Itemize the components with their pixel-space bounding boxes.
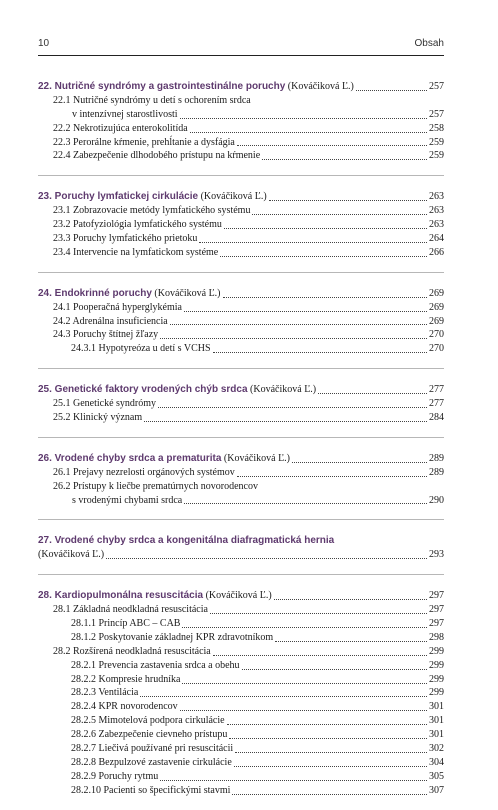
toc-entry-label: 24.1 Pooperačná hyperglykémia bbox=[53, 301, 182, 313]
chapter-title: 22. Nutričné syndrómy a gastrointestinálne poruchy bbox=[38, 80, 286, 92]
chapter-page: 263 bbox=[429, 191, 444, 203]
dot-leader bbox=[269, 200, 427, 201]
toc-entry-page: 270 bbox=[429, 329, 444, 341]
toc-entry-page: 299 bbox=[429, 673, 444, 685]
toc-entry-page: 264 bbox=[429, 233, 444, 244]
chapter-block bbox=[38, 574, 444, 809]
toc-entry[interactable] bbox=[38, 301, 444, 315]
toc-entry[interactable] bbox=[38, 397, 444, 411]
toc-entry[interactable] bbox=[38, 328, 444, 342]
dot-leader bbox=[262, 159, 427, 160]
toc-entry-page: 302 bbox=[429, 743, 444, 755]
toc-entry[interactable] bbox=[38, 342, 444, 356]
dot-leader bbox=[242, 669, 427, 670]
dot-leader bbox=[229, 738, 427, 739]
toc-entry[interactable] bbox=[38, 204, 444, 218]
chapter-label bbox=[38, 287, 221, 301]
chapter-title: 25. Genetické faktory vrodených chýb srdca bbox=[38, 384, 248, 396]
toc-entry[interactable] bbox=[38, 94, 444, 108]
dot-leader bbox=[224, 228, 427, 229]
chapter-page: 289 bbox=[429, 452, 444, 464]
chapter-block bbox=[38, 175, 444, 271]
chapter-author: (Kováčiková Ľ.) bbox=[154, 287, 221, 299]
toc-entry-label: 25.2 Klinický význam bbox=[53, 412, 143, 424]
chapter-author: (Kováčiková Ľ.) bbox=[287, 80, 354, 92]
chapter-page: 269 bbox=[429, 287, 444, 299]
dot-leader bbox=[227, 724, 427, 725]
toc-entry[interactable] bbox=[38, 494, 444, 508]
toc-entry-page: 269 bbox=[429, 301, 444, 313]
chapter-label bbox=[38, 80, 354, 94]
toc-entry-page: 301 bbox=[429, 729, 444, 741]
chapter-label bbox=[38, 452, 290, 466]
dot-leader bbox=[318, 393, 427, 394]
chapter-title-row[interactable] bbox=[38, 190, 444, 204]
toc-entry-label: 28.2.5 Mimotelová podpora cirkulácie bbox=[71, 715, 225, 727]
dot-leader bbox=[213, 352, 427, 353]
toc-entry[interactable] bbox=[38, 232, 444, 246]
dot-leader bbox=[190, 132, 427, 133]
toc-entry-label: 28.1.1 Princíp ABC – CAB bbox=[71, 618, 181, 630]
toc-entry[interactable] bbox=[38, 617, 444, 631]
chapter-label bbox=[38, 383, 316, 397]
chapter-label bbox=[38, 190, 267, 204]
dot-leader bbox=[184, 503, 427, 504]
toc-entry-label: 28.2.8 Bezpulzové zastavenie cirkulácie bbox=[71, 756, 232, 768]
toc-entry[interactable] bbox=[38, 770, 444, 784]
chapter-page: 277 bbox=[429, 384, 444, 396]
dot-leader bbox=[106, 558, 427, 559]
chapter-block bbox=[38, 368, 444, 437]
toc-entry-page: 297 bbox=[429, 604, 444, 616]
dot-leader bbox=[182, 683, 427, 684]
toc-entry-page: 259 bbox=[429, 150, 444, 162]
toc-entry-label: s vrodenými chybami srdca bbox=[72, 494, 183, 506]
table-of-contents bbox=[38, 80, 444, 810]
toc-entry-page: 263 bbox=[429, 205, 444, 217]
toc-entry-label: 25.1 Genetické syndrómy bbox=[53, 398, 157, 410]
dot-leader bbox=[356, 90, 427, 91]
toc-entry-label: 28.2.2 Kompresie hrudníka bbox=[71, 673, 181, 685]
chapter-page: 257 bbox=[429, 80, 444, 92]
toc-entry-page: 299 bbox=[429, 659, 444, 671]
dot-leader bbox=[160, 780, 427, 781]
dot-leader bbox=[232, 794, 427, 795]
toc-entry[interactable] bbox=[38, 687, 444, 701]
chapter-page: 293 bbox=[429, 549, 444, 561]
toc-entry-label: v intenzívnej starostlivosti bbox=[72, 108, 178, 120]
chapter-author-row[interactable] bbox=[38, 548, 444, 562]
chapter-author: (Kováčiková Ľ.) bbox=[250, 384, 317, 396]
dot-leader bbox=[144, 421, 427, 422]
toc-entry-page: 299 bbox=[429, 687, 444, 699]
toc-entry-page: 297 bbox=[429, 618, 444, 630]
toc-entry-page: 270 bbox=[429, 343, 444, 355]
toc-entry-label: 22.1 Nutričné syndrómy u detí s ochorením srdca bbox=[53, 94, 251, 106]
toc-entry-page: 259 bbox=[429, 136, 444, 148]
dot-leader bbox=[160, 338, 427, 339]
chapter-title-row[interactable] bbox=[38, 589, 444, 603]
chapter-title: 27. Vrodené chyby srdca a kongenitálna diafragmatická hernia bbox=[38, 535, 335, 547]
toc-entry-label: 23.1 Zobrazovacie metódy lymfatického systému bbox=[53, 205, 251, 217]
chapter-block bbox=[38, 519, 444, 574]
toc-entry-page: 305 bbox=[429, 770, 444, 782]
chapter-author: (Kováčiková Ľ.) bbox=[38, 549, 105, 561]
toc-entry-label: 22.4 Zabezpečenie dlhodobého prístupu na kŕmenie bbox=[53, 150, 261, 162]
toc-entry[interactable] bbox=[38, 659, 444, 673]
toc-entry[interactable] bbox=[38, 411, 444, 425]
toc-entry[interactable] bbox=[38, 246, 444, 260]
chapter-label bbox=[38, 589, 272, 603]
chapter-block bbox=[38, 80, 444, 175]
toc-entry[interactable] bbox=[38, 784, 444, 798]
toc-entry[interactable] bbox=[38, 603, 444, 617]
toc-entry-label: 28.2.3 Ventilácia bbox=[71, 687, 139, 699]
dot-leader bbox=[275, 641, 427, 642]
dot-leader bbox=[210, 613, 427, 614]
toc-entry-label: 23.3 Poruchy lymfatického prietoku bbox=[53, 233, 198, 244]
toc-entry-label: 23.4 Intervencie na lymfatickom systéme bbox=[53, 246, 219, 258]
toc-entry[interactable] bbox=[38, 108, 444, 122]
dot-leader bbox=[199, 242, 427, 243]
toc-entry-label: 28.2.9 Poruchy rytmu bbox=[71, 770, 159, 782]
toc-entry-page: 263 bbox=[429, 219, 444, 231]
page-number: 10 bbox=[38, 38, 50, 49]
toc-entry-label: 28.2.1 Prevencia zastavenia srdca a obehu bbox=[71, 659, 240, 671]
toc-entry-page: 289 bbox=[429, 466, 444, 478]
dot-leader bbox=[184, 311, 427, 312]
running-header bbox=[38, 38, 444, 51]
chapter-author: (Kováčiková Ľ.) bbox=[205, 590, 272, 602]
chapter-title: 23. Poruchy lymfatickej cirkulácie bbox=[38, 191, 199, 203]
toc-entry[interactable] bbox=[38, 700, 444, 714]
dot-leader bbox=[234, 766, 427, 767]
dot-leader bbox=[292, 462, 427, 463]
toc-entry-label: 26.2 Prístupy k liečbe prematúrnych novorodencov bbox=[53, 480, 258, 492]
toc-entry-label: 23.2 Patofyziológia lymfatického systému bbox=[53, 219, 222, 231]
dot-leader bbox=[180, 710, 427, 711]
toc-entry[interactable] bbox=[38, 742, 444, 756]
chapter-title: 24. Endokrinné poruchy bbox=[38, 287, 152, 299]
toc-entry-page: 304 bbox=[429, 756, 444, 768]
toc-entry-label: 24.3 Poruchy štítnej žľazy bbox=[53, 329, 159, 341]
toc-entry[interactable] bbox=[38, 315, 444, 329]
toc-entry-page: 299 bbox=[429, 645, 444, 657]
dot-leader bbox=[237, 476, 427, 477]
toc-entry-page: 269 bbox=[429, 315, 444, 327]
toc-entry[interactable] bbox=[38, 122, 444, 136]
chapter-title-row[interactable] bbox=[38, 383, 444, 397]
toc-entry-page: 290 bbox=[429, 494, 444, 506]
toc-entry[interactable] bbox=[38, 480, 444, 494]
toc-entry-label: 28.2.10 Pacienti so špecifickými stavmi bbox=[71, 784, 231, 796]
toc-entry-page: 301 bbox=[429, 715, 444, 727]
toc-entry-label: 26.1 Prejavy nezrelosti orgánových systémov bbox=[53, 466, 235, 478]
toc-entry-label: 24.2 Adrenálna insuficiencia bbox=[53, 315, 168, 327]
dot-leader bbox=[252, 214, 427, 215]
toc-entry-page: 298 bbox=[429, 631, 444, 643]
chapter-title-row[interactable] bbox=[38, 452, 444, 466]
header-rule bbox=[38, 55, 444, 56]
toc-entry-page: 307 bbox=[429, 784, 444, 796]
toc-entry-page: 266 bbox=[429, 246, 444, 258]
dot-leader bbox=[140, 696, 427, 697]
toc-entry[interactable] bbox=[38, 673, 444, 687]
toc-entry-page: 277 bbox=[429, 398, 444, 410]
toc-entry-label: 28.1.2 Poskytovanie základnej KPR zdravotníkom bbox=[71, 631, 274, 643]
toc-entry[interactable] bbox=[38, 218, 444, 232]
toc-entry-label: 22.2 Nekrotizujúca enterokolitída bbox=[53, 122, 188, 134]
toc-entry[interactable] bbox=[38, 466, 444, 480]
dot-leader bbox=[213, 655, 427, 656]
dot-leader bbox=[220, 256, 427, 257]
dot-leader bbox=[235, 752, 427, 753]
dot-leader bbox=[237, 145, 427, 146]
dot-leader bbox=[170, 324, 427, 325]
toc-entry-label: 22.3 Perorálne kŕmenie, prehĺtanie a dysfágia bbox=[53, 136, 235, 148]
dot-leader bbox=[223, 297, 427, 298]
chapter-block bbox=[38, 437, 444, 520]
toc-entry-page: 257 bbox=[429, 108, 444, 120]
section-title: Obsah bbox=[414, 38, 444, 49]
chapter-author: (Kováčiková Ľ.) bbox=[200, 191, 267, 203]
toc-entry[interactable] bbox=[38, 136, 444, 150]
dot-leader bbox=[158, 407, 427, 408]
chapter-title: 26. Vrodené chyby srdca a prematurita bbox=[38, 452, 222, 464]
toc-entry-page: 284 bbox=[429, 412, 444, 424]
toc-entry[interactable] bbox=[38, 149, 444, 163]
chapter-block bbox=[38, 272, 444, 368]
chapter-title: 28. Kardiopulmonálna resuscitácia bbox=[38, 590, 204, 602]
toc-entry[interactable] bbox=[38, 728, 444, 742]
toc-entry-label: 28.1 Základná neodkladná resuscitácia bbox=[53, 604, 208, 616]
toc-entry-page: 258 bbox=[429, 122, 444, 134]
chapter-title-row[interactable] bbox=[38, 287, 444, 301]
toc-entry-label: 28.2 Rozšírená neodkladná resuscitácia bbox=[53, 645, 211, 657]
chapter-title-row[interactable] bbox=[38, 534, 444, 548]
toc-entry-page: 301 bbox=[429, 701, 444, 713]
chapter-author: (Kováčiková Ľ.) bbox=[223, 452, 291, 464]
toc-entry[interactable] bbox=[38, 645, 444, 659]
toc-entry[interactable] bbox=[38, 756, 444, 770]
dot-leader bbox=[180, 118, 427, 119]
toc-entry[interactable] bbox=[38, 631, 444, 645]
dot-leader bbox=[182, 627, 427, 628]
dot-leader bbox=[274, 599, 427, 600]
toc-entry-label: 28.2.7 Liečivá používané pri resuscitácii bbox=[71, 743, 234, 755]
toc-entry-label: 28.2.6 Zabezpečenie cievneho prístupu bbox=[71, 729, 228, 741]
chapter-title-row[interactable] bbox=[38, 80, 444, 94]
toc-entry-label: 28.2.4 KPR novorodencov bbox=[71, 701, 178, 713]
chapter-page: 297 bbox=[429, 590, 444, 602]
toc-entry-label: 24.3.1 Hypotyreóza u detí s VCHS bbox=[71, 343, 211, 355]
toc-entry[interactable] bbox=[38, 714, 444, 728]
